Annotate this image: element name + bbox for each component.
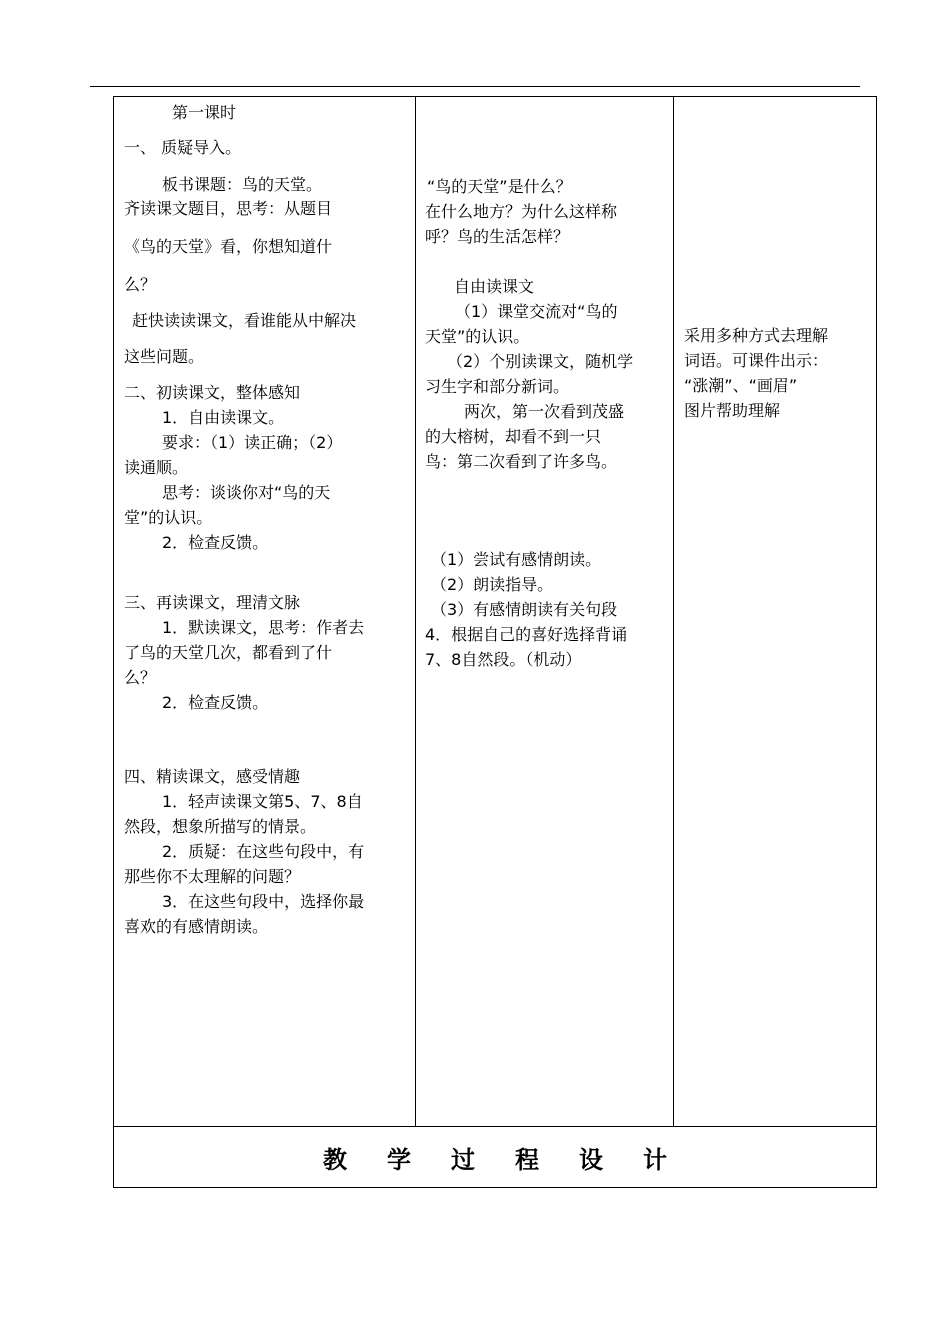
text-line: 喜欢的有感情朗读。 [124, 917, 269, 936]
section-heading: 三、再读课文，理清文脉 [124, 593, 301, 612]
text-line: 么？ [124, 275, 157, 294]
text-line: 两次，第一次看到茂盛 [464, 402, 625, 421]
text-line: 采用多种方式去理解 [684, 326, 829, 345]
text-line: 《鸟的天堂》看，你想知道什 [124, 237, 333, 256]
header-rule [90, 86, 860, 87]
section-heading: 四、精读课文，感受情趣 [124, 767, 301, 786]
lesson-period: 第一课时 [172, 103, 237, 122]
text-line: 3．在这些句段中，选择你最 [162, 892, 365, 911]
text-line: 板书课题：鸟的天堂。 [162, 175, 323, 194]
text-line: （2）朗读指导。 [431, 575, 554, 594]
text-line: 了鸟的天堂几次，都看到了什 [124, 643, 333, 662]
text-line: 2．检查反馈。 [162, 533, 269, 552]
text-line: 自由读课文 [454, 277, 535, 296]
text-line: 那些你不太理解的问题？ [124, 867, 301, 886]
column-divider [415, 97, 416, 1126]
text-line: 堂”的认识。 [124, 508, 213, 527]
text-line: 要求：（1）读正确；（2） [162, 433, 343, 452]
text-line: （1）课堂交流对“鸟的 [455, 302, 618, 321]
text-line: 词语。可课件出示： [684, 351, 829, 370]
text-line: 在什么地方？为什么这样称 [425, 202, 618, 221]
text-line: 鸟：第二次看到了许多鸟。 [425, 452, 618, 471]
text-line: 这些问题。 [124, 347, 205, 366]
text-line: “鸟的天堂”是什么？ [427, 177, 572, 196]
section-heading: 一、 质疑导入。 [124, 138, 242, 157]
text-line: 2．质疑：在这些句段中，有 [162, 842, 365, 861]
text-line: （3）有感情朗读有关句段 [431, 600, 618, 619]
text-line: 然段，想象所描写的情景。 [124, 817, 317, 836]
lesson-table [113, 96, 877, 1188]
text-line: 1．自由读课文。 [162, 408, 285, 427]
text-line: 2．检查反馈。 [162, 693, 269, 712]
text-line: “涨潮”、“画眉” [684, 376, 798, 395]
text-line: 1．轻声读课文第5、7、8自 [162, 792, 363, 811]
text-line: 赶快读读课文，看谁能从中解决 [132, 311, 357, 330]
text-line: 齐读课文题目，思考：从题目 [124, 199, 333, 218]
text-line: 图片帮助理解 [684, 401, 781, 420]
text-line: 习生字和部分新词。 [425, 377, 570, 396]
text-line: （2）个别读课文，随机学 [447, 352, 634, 371]
text-line: 1．默读课文，思考：作者去 [162, 618, 365, 637]
text-line: 的大榕树，却看不到一只 [425, 427, 602, 446]
text-line: 读通顺。 [124, 458, 189, 477]
column-divider [673, 97, 674, 1126]
text-line: 思考：谈谈你对“鸟的天 [162, 483, 331, 502]
text-line: 7、8自然段。（机动） [425, 650, 582, 669]
text-line: 4．根据自己的喜好选择背诵 [425, 625, 628, 644]
text-line: 么？ [124, 668, 157, 687]
section-heading: 二、初读课文，整体感知 [124, 383, 301, 402]
footer-title: 教学过程设计 [323, 1145, 707, 1174]
table-footer [114, 1127, 876, 1187]
text-line: （1）尝试有感情朗读。 [431, 550, 602, 569]
text-line: 天堂”的认识。 [425, 327, 530, 346]
text-line: 呼？鸟的生活怎样？ [425, 227, 570, 246]
